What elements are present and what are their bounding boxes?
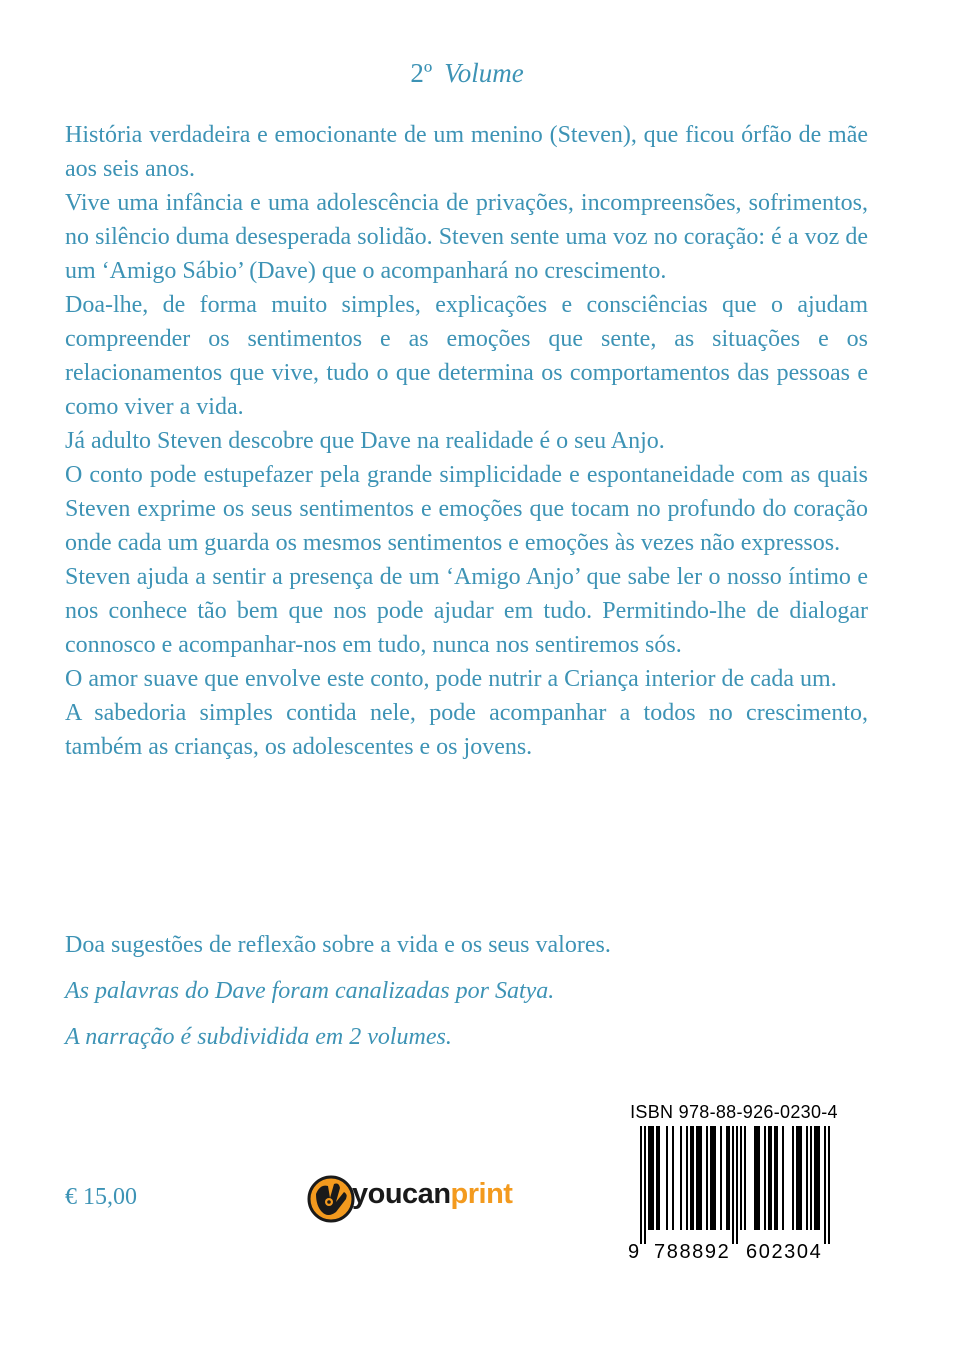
barcode-bar: [756, 1126, 758, 1230]
barcode-bar: [640, 1126, 642, 1244]
barcode-bar: [736, 1126, 738, 1244]
barcode-bar: [710, 1126, 712, 1230]
barcode-bar: [764, 1126, 766, 1230]
barcode-bar: [828, 1126, 830, 1244]
barcode-bar: [728, 1126, 730, 1230]
price-label: € 15,00: [65, 1184, 137, 1210]
isbn-barcode: [628, 1102, 840, 1264]
barcode-bar: [680, 1126, 682, 1230]
barcode-bar: [768, 1126, 770, 1230]
suggestions-note: Doa sugestões de reflexão sobre a vida e os seus valores.: [65, 932, 611, 958]
isbn-label: ISBN 978-88-926-0230-4: [630, 1102, 838, 1122]
publisher-name-part1: youcan: [352, 1178, 451, 1210]
barcode-bar: [666, 1126, 668, 1230]
publisher-name: [352, 1178, 512, 1211]
volumes-note: A narração é subdividida em 2 volumes.: [65, 1024, 452, 1050]
barcode-bar: [648, 1126, 650, 1230]
volume-number: 2º: [410, 58, 433, 88]
barcode-bar: [714, 1126, 716, 1230]
volume-heading: [0, 58, 934, 89]
ean-first-digit: 9: [628, 1241, 641, 1263]
synopsis-paragraph: Já adulto Steven descobre que Dave na realidade é o seu Anjo.: [65, 428, 665, 454]
barcode-bar: [800, 1126, 802, 1230]
synopsis-paragraph: O conto pode estupefazer pela grande simplicidade e espontaneidade com as quais Steven exprime os seus sentimentos e emoções que tocam no profundo do coração onde cada um guarda os mesmos sentimentos e emoções às vezes não expressos.: [65, 462, 868, 556]
barcode-bar: [686, 1126, 688, 1230]
barcode-bar: [792, 1126, 794, 1230]
barcode-bars: [628, 1126, 840, 1246]
barcode-bar: [824, 1126, 826, 1244]
barcode-bar: [814, 1126, 816, 1230]
volume-word: Volume: [444, 58, 524, 88]
barcode-bar: [732, 1126, 734, 1244]
barcode-bar: [692, 1126, 694, 1230]
barcode-bar: [650, 1126, 652, 1230]
synopsis-paragraph: Steven ajuda a sentir a presença de um ‘Amigo Anjo’ que sabe ler o nosso íntimo e nos conhece tão bem que nos pode ajudar em tudo. Permitindo-lhe de dialogar connosco e acompanhar-nos em tudo, nunca nos sentiremos sós.: [65, 564, 868, 658]
barcode-bar: [740, 1126, 742, 1230]
barcode-bar: [744, 1126, 746, 1230]
barcode-bar: [644, 1126, 646, 1244]
barcode-bar: [652, 1126, 654, 1230]
barcode-bar: [658, 1126, 660, 1230]
barcode-bar: [696, 1126, 698, 1230]
barcode-bar: [698, 1126, 700, 1230]
channeled-note: As palavras do Dave foram canalizadas por Satya.: [65, 978, 555, 1004]
barcode-bar: [818, 1126, 820, 1230]
synopsis-paragraph: A sabedoria simples contida nele, pode acompanhar a todos no crescimento, também as crianças, os adolescentes e os jovens.: [65, 700, 868, 760]
barcode-bar: [754, 1126, 756, 1230]
barcode-bar: [672, 1126, 674, 1230]
ean-right-group: 602304: [746, 1241, 823, 1263]
synopsis-paragraph: O amor suave que envolve este conto, pode nutrir a Criança interior de cada um.: [65, 666, 837, 692]
barcode-bar: [726, 1126, 728, 1230]
barcode-bar: [656, 1126, 658, 1230]
barcode-bar: [806, 1126, 808, 1230]
publisher-name-part2: print: [450, 1178, 513, 1210]
barcode-bar: [706, 1126, 708, 1230]
synopsis-paragraph: História verdadeira e emocionante de um menino (Steven), que ficou órfão de mãe aos seis anos.: [65, 122, 868, 182]
barcode-bar: [774, 1126, 776, 1230]
barcode-bar: [810, 1126, 812, 1230]
barcode-bar: [796, 1126, 798, 1230]
ean-left-group: 788892: [654, 1241, 731, 1263]
barcode-bar: [712, 1126, 714, 1230]
barcode-bar: [758, 1126, 760, 1230]
synopsis-paragraph: Doa-lhe, de forma muito simples, explicações e consciências que o ajudam compreender os sentimentos e as emoções que sente, as situações e os relacionamentos que vive, tudo o que determina os comportamentos das pessoas e como viver a vida.: [65, 292, 868, 420]
barcode-bar: [798, 1126, 800, 1230]
synopsis: [65, 118, 868, 764]
barcode-bar: [720, 1126, 722, 1230]
barcode-bar: [690, 1126, 692, 1230]
barcode-bar: [776, 1126, 778, 1230]
barcode-bar: [770, 1126, 772, 1230]
barcode-bar: [782, 1126, 784, 1230]
extra-notes: [65, 928, 868, 1066]
synopsis-paragraph: Vive uma infância e uma adolescência de privações, incompreensões, sofrimentos, no silêncio duma desesperada solidão. Steven sente uma voz no coração: é a voz de um ‘Amigo Sábio’ (Dave) que o acompanhará no crescimento.: [65, 190, 868, 284]
barcode-bar: [816, 1126, 818, 1230]
barcode-bar: [700, 1126, 702, 1230]
